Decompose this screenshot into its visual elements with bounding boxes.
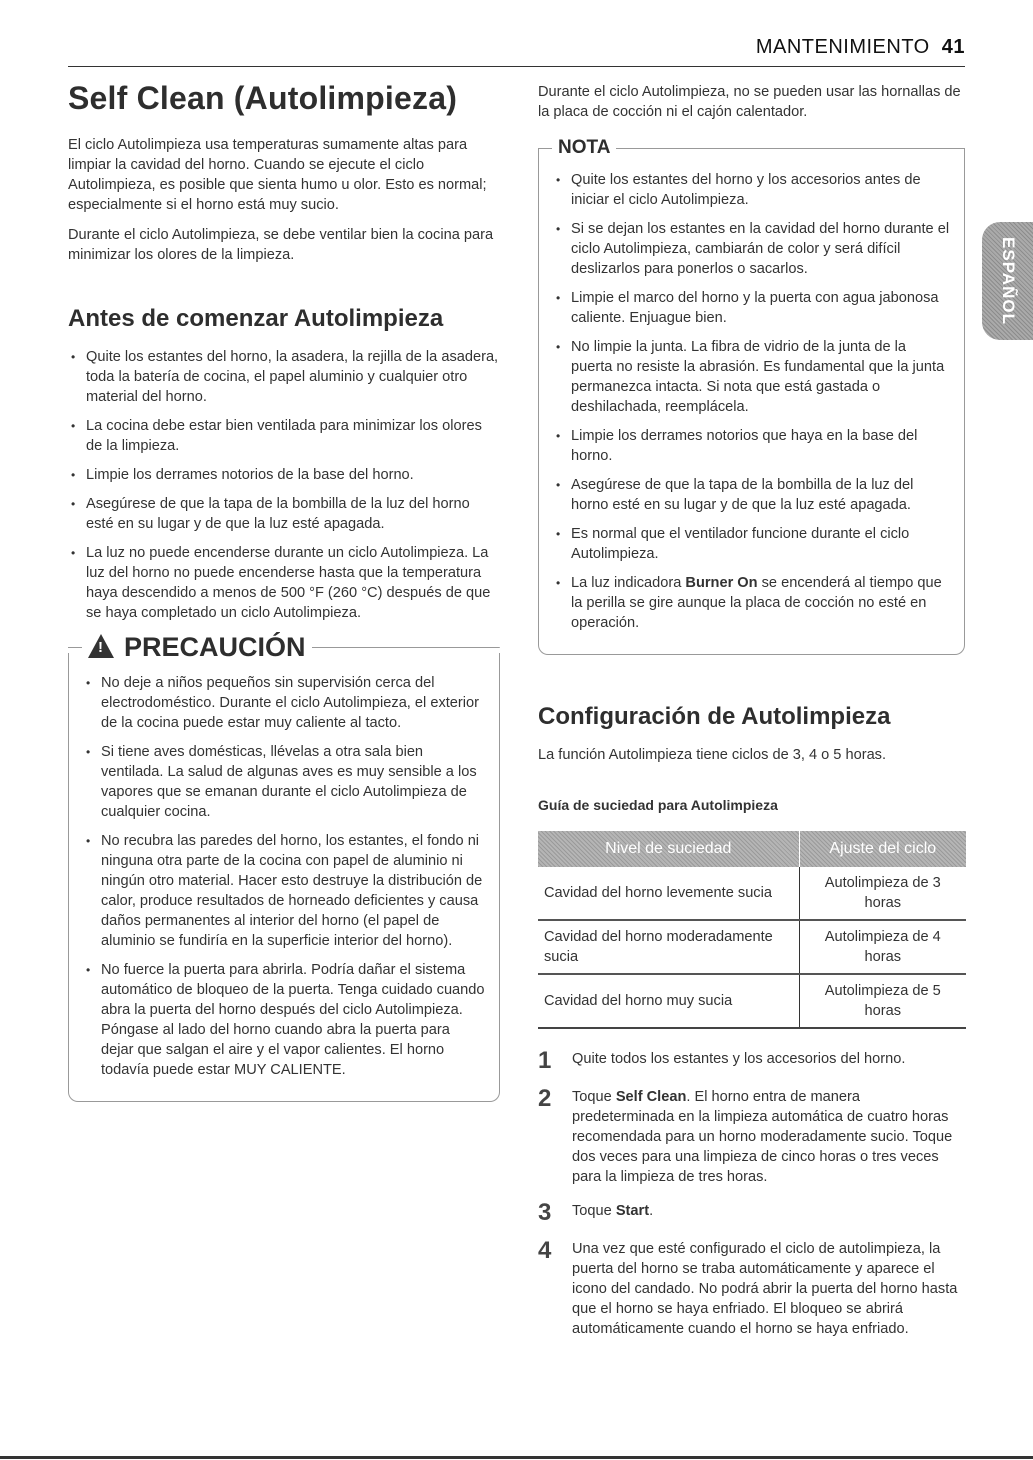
- table-row: [538, 867, 966, 920]
- note-box: [538, 137, 965, 655]
- list-item: • No limpie la junta. La fibra de vidrio de la junta de la puerta no resiste la abrasión. Es fundamental que la junta permanezca intacta. Si nota que está gastada o deshilachada, reemplácela.: [553, 337, 950, 417]
- warning-icon: !: [88, 634, 118, 660]
- right-intro: Durante el ciclo Autolimpieza, no se pueden usar las hornallas de la placa de cocción ni el cajón calentador.: [538, 84, 961, 120]
- step-number: 3: [538, 1199, 552, 1226]
- step-number: 4: [538, 1237, 552, 1264]
- list-item: • No fuerce la puerta para abrirla. Podría dañar el sistema automático de bloqueo de la puerta. Tenga cuidado cuando abra la puerta del horno después del ciclo Autolimpieza. Póngase al lado del horno cuando abra la puerta para dejar que salgan el aire y el vapor calientes. El horno todavía puede estar MUY CALIENTE.: [83, 960, 485, 1080]
- before-list: [68, 347, 500, 623]
- step-text: Una vez que esté configurado el ciclo de autolimpieza, la puerta del horno se traba automáticamente y aparece el icono del candado. No podrá abrir la puerta del horno hasta que el horno se haya enfriado. El bloqueo se abrirá automáticamente cuando el horno se haya enfriado.: [572, 1241, 958, 1337]
- table-cell: Cavidad del horno levemente sucia: [538, 867, 799, 920]
- step-number: 2: [538, 1085, 552, 1112]
- steps-list: [538, 1049, 965, 1339]
- guide-title: Guía de suciedad para Autolimpieza: [538, 797, 778, 813]
- config-heading: Configuración de Autolimpieza: [538, 703, 891, 730]
- language-tab-label: ESPAÑOL: [998, 237, 1018, 325]
- soil-guide-table: [538, 831, 966, 1029]
- table-cell: Autolimpieza de 3 horas: [799, 867, 966, 920]
- intro-paragraph-1: El ciclo Autolimpieza usa temperaturas sumamente altas para limpiar la cavidad del horno. Cuando se ejecute el ciclo Autolimpieza, es posible que sienta humo u olor. Esto es normal; especialmente si el horno está muy sucio.: [68, 137, 487, 213]
- bottom-rule: [0, 1456, 1033, 1459]
- page-header: [756, 36, 965, 59]
- right-column: [538, 82, 965, 1353]
- step-text: Toque Self Clean. El horno entra de manera predeterminada en la limpieza automática de cuatro horas recomendada para un horno moderadamente sucio. Toque dos veces para una limpieza de cinco horas o tres veces para la limpieza de tres horas.: [572, 1089, 953, 1185]
- list-item: • La cocina debe estar bien ventilada para minimizar los olores de la limpieza.: [68, 416, 500, 456]
- page-title: Self Clean (Autolimpieza): [68, 80, 458, 116]
- note-title-row: [538, 138, 965, 158]
- column-header-level: Nivel de suciedad: [538, 831, 799, 867]
- step-text: Quite todos los estantes y los accesorios del horno.: [572, 1051, 906, 1067]
- list-item: • Limpie los derrames notorios que haya en la base del horno.: [553, 426, 950, 466]
- config-intro: La función Autolimpieza tiene ciclos de 3, 4 o 5 horas.: [538, 747, 887, 763]
- list-item: • Limpie los derrames notorios de la base del horno.: [68, 465, 500, 485]
- list-item: • Limpie el marco del horno y la puerta con agua jabonosa caliente. Enjuague bien.: [553, 288, 950, 328]
- table-row: [538, 920, 966, 974]
- column-header-setting: Ajuste del ciclo: [799, 831, 966, 867]
- header-rule: [68, 66, 965, 67]
- caution-list: [83, 673, 485, 1080]
- table-row: [538, 974, 966, 1028]
- list-item: • No recubra las paredes del horno, los estantes, el fondo ni ninguna otra parte de la cocina con papel de aluminio ni ningún otro material. Hacer esto destruye la distribución de calor, produce resultados de horneado deficientes y causa daños permanentes al interior del horno (el papel de aluminio se fundiría en la superficie interior del horno).: [83, 831, 485, 951]
- caution-title-row: [68, 631, 500, 662]
- list-item: • Si se dejan los estantes en la cavidad del horno durante el ciclo Autolimpieza, cambiarán de color y será difícil deslizarlos para ponerlos o sacarlos.: [553, 219, 950, 279]
- step-number: 1: [538, 1047, 552, 1074]
- page-number: 41: [941, 36, 965, 58]
- list-item: • Es normal que el ventilador funcione durante el ciclo Autolimpieza.: [553, 524, 950, 564]
- left-column: [68, 80, 500, 1102]
- caution-title: PRECAUCIÓN: [124, 631, 306, 662]
- list-item: • La luz indicadora Burner On se encenderá al tiempo que la perilla se gire aunque la placa de cocción no esté en operación.: [553, 573, 950, 633]
- caution-box: [68, 631, 500, 1102]
- list-item: • Asegúrese de que la tapa de la bombilla de la luz del horno esté en su lugar y de que la luz esté apagada.: [553, 475, 950, 515]
- table-cell: Autolimpieza de 5 horas: [799, 974, 966, 1028]
- list-item: • La luz no puede encenderse durante un ciclo Autolimpieza. La luz del horno no puede encenderse hasta que la temperatura haya descendido a menos de 500 °F (260 °C) después de que se haya completado un ciclo Autolimpieza.: [68, 543, 500, 623]
- before-heading: Antes de comenzar Autolimpieza: [68, 305, 444, 332]
- step-item: [538, 1049, 965, 1073]
- table-cell: Cavidad del horno moderadamente sucia: [538, 920, 799, 974]
- step-item: [538, 1239, 965, 1339]
- list-item: • No deje a niños pequeños sin supervisión cerca del electrodoméstico. Durante el ciclo Autolimpieza, el exterior de la cocina puede estar muy caliente al tacto.: [83, 673, 485, 733]
- list-item: • Si tiene aves domésticas, llévelas a otra sala bien ventilada. La salud de algunas aves es muy sensible a los vapores que se emanan durante el ciclo Autolimpieza de cualquier cocina.: [83, 742, 485, 822]
- table-cell: Autolimpieza de 4 horas: [799, 920, 966, 974]
- intro-paragraph-2: Durante el ciclo Autolimpieza, se debe ventilar bien la cocina para minimizar los olores de la limpieza.: [68, 227, 494, 263]
- step-item: [538, 1201, 965, 1225]
- step-item: [538, 1087, 965, 1187]
- table-header-row: [538, 831, 966, 867]
- list-item: • Quite los estantes del horno y los accesorios antes de iniciar el ciclo Autolimpieza.: [553, 170, 950, 210]
- list-item: • Asegúrese de que la tapa de la bombilla de la luz del horno esté en su lugar y de que la luz esté apagada.: [68, 494, 500, 534]
- note-title: NOTA: [558, 137, 611, 158]
- section-title: MANTENIMIENTO: [755, 36, 930, 58]
- note-list: [553, 170, 950, 633]
- list-item: • Quite los estantes del horno, la asadera, la rejilla de la asadera, toda la batería de cocina, el papel aluminio y cualquier otro material del horno.: [68, 347, 500, 407]
- table-cell: Cavidad del horno muy sucia: [538, 974, 799, 1028]
- step-text: Toque Start.: [572, 1203, 654, 1219]
- language-tab: [982, 222, 1033, 340]
